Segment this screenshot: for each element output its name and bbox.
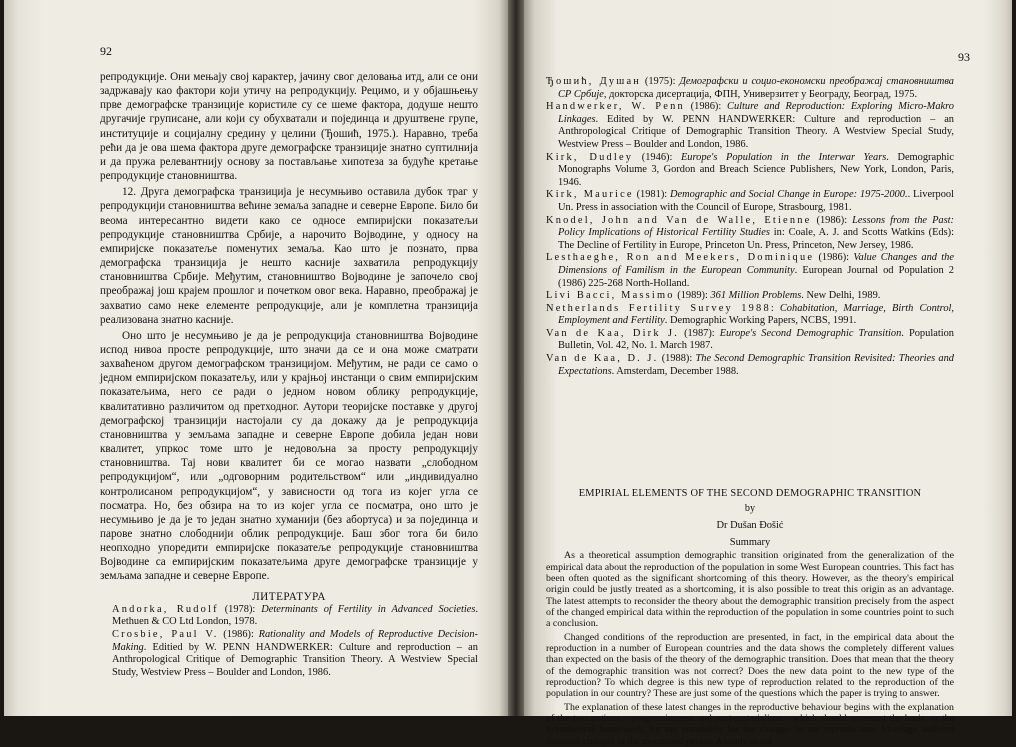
- reference-entry: [546, 328, 954, 353]
- reference-text-after: . Liverpool Un. Press in association with the Council of Europe, Strasbourg, 1981.: [558, 189, 954, 213]
- reference-text-after: . Amsterdam, December 1988.: [611, 365, 739, 377]
- reference-italic: Culture and Reproduction: Exploring Micro-Makro Linkages: [558, 101, 954, 125]
- summary-paragraph: The explanation of these latest changes in the reproductive behaviour begins with the explanation of the two notions – progressiveness and post-materialism – which should represent the basis, or the hypothetical framework, for the possibility for the changes in the reproduction. Marriage suffered dramatic changes in the mentioned period. Already about: [546, 701, 954, 747]
- reference-entry: [546, 303, 954, 328]
- reference-text-before: (1986):: [684, 101, 728, 113]
- reference-author: Kirk, Dudley: [546, 151, 634, 163]
- reference-entry: [546, 101, 954, 151]
- summary-heading: Summary: [729, 537, 771, 549]
- reference-italic: Value Changes and the Dimensions of Familism in the European Community: [558, 252, 954, 276]
- reference-text-before: (1986):: [814, 252, 854, 264]
- reference-text-before: (1987):: [679, 327, 720, 339]
- reference-text-before: (1975):: [641, 76, 680, 87]
- reference-entry: [100, 604, 478, 629]
- reference-entry: [546, 189, 954, 214]
- left-page: [4, 0, 508, 716]
- reference-text-after: , докторска дисертација, ФПН, Универзитет у Београду, Београд, 1975.: [603, 88, 918, 100]
- reference-italic: Demographic and Social Change in Europe: 1975-2000.: [670, 189, 908, 201]
- reference-text-after: . New Delhi, 1989.: [801, 290, 881, 302]
- reference-italic: Lessons from the Past: Policy Implications of Historical Fertility Studies: [558, 214, 955, 239]
- summary-paragraph: Changed conditions of the reproduction are presented, in fact, in the empirical data about the reproduction in a number of European countries and the data shows the completely different values than expected on the basis of the theory of the demographic transition. Does that mean that the theory of the demographic transition was not correct? Does the new data point to the new type of the reproduction? To which degree is this new type of reproduction related to the reproduction of the population in our country? These are just some of the questions which the paper is trying to answer.: [546, 631, 954, 700]
- left-page-text: [100, 70, 478, 679]
- reference-text-before: (1946):: [633, 151, 681, 163]
- book-spread: [4, 0, 1012, 747]
- reference-entry: [546, 152, 954, 190]
- reference-text-after: . Methuen & CO Ltd London, 1978.: [112, 603, 478, 628]
- summary-by: by: [744, 503, 756, 515]
- reference-text-after: . Edited by W. PENN HANDWERKER: Culture and reproduction – an Anthropological Critique of Demographic Transition Theory. A Westview Special Study, Westview Press – Boulder and London, 1986.: [558, 113, 954, 150]
- reference-text-before: (1986):: [811, 214, 853, 226]
- reference-author: Livi Bacci, Massimo: [546, 290, 675, 302]
- reference-italic: Rationality and Models of Reproductive Decision-Making: [112, 628, 478, 653]
- reference-text-after: . Population Bulletin, Vol. 42, No. 1. March 1987.: [558, 327, 954, 352]
- reference-italic: Europe's Second Demographic Transition: [719, 327, 902, 339]
- reference-italic: Cohabitation, Marriage, Birth Control, Employment and Fertility: [558, 302, 954, 327]
- reference-italic: Демографски и социо-економски преображај становништва СР Србије: [558, 76, 954, 100]
- reference-text-after: . European Journal od Population 2 (1986) 225-268 North-Holland.: [558, 264, 954, 289]
- reference-entry: [546, 290, 954, 303]
- reference-text-before: (1981):: [633, 189, 671, 201]
- summary-author: Dr Dušan Đošić: [716, 520, 784, 532]
- reference-entry: [100, 629, 478, 679]
- blank-space: [546, 378, 954, 488]
- reference-author: Van de Kaa, Dirk J.: [546, 327, 680, 339]
- reference-text-before: (1988):: [658, 353, 696, 365]
- paragraph: Оно што је несумњиво је да је репродукција становништва Војводине испод нивоа просте репродукције, што значи да се и она може сматрати захваћеном другом демографском транзицијом. Међутим, не ради се само о једном емпиријском показатељу, или у крајњој инстанци о свим емпиријским показатељима, него се ради о једном новом облику репродукције, квалитативно различитом од претходног. Аутори теоријске поставке у другој демографској транзицији настојали су да докажу да је репродукција становништва у земљама западне и северне Европе добила један нови квалитет, упркос томе што је недовољна за просту репродукцију становништва. Тај нови квалитет би се могао назвати „слободном репродукцијом“, или „одговорним родительством“ или „индивидуално контролисаном репродукцијом“, у зависности од тога из којег угла се посматра. Но, без обзира на то из којег угла се посматра, оно што је несумњиво је да је то један знатно хуманији (без абортуса) и за појединца и парове знатно слободнији облик репродукције. Баш због тога би било неопходно упоредити емпиријске показатеље репродукције становништва Војводине са емпиријским показатељима друге демографске транзиције у земљама западне и северне Европе.: [100, 329, 478, 583]
- reference-italic: 361 Million Problems: [710, 290, 802, 302]
- reference-author: Netherlands Fertility Survey 1988: [546, 302, 771, 314]
- reference-author: Lesthaeghe, Ron and Meekers, Dominique: [546, 252, 815, 264]
- summary-paragraph: As a theoretical assumption demographic transition originated from the generalization of the empirical data about the reproduction of the population in some West European countries. This fact has been often quoted as the significant shortcoming of this theory. However, as the theory's empirical origin could be justly treated as a shortcoming, it is also possible to treat this origin as an advantage. The latest attempts to reconsider the theory about the demographic transition precisely from the aspect of the changed empirical data within the reproduction of the population in some countries point to such a conclusion.: [546, 550, 954, 630]
- reference-entry: [546, 353, 954, 378]
- reference-text-after: . Demographic Monographs Volume 3, Gordon and Breach Science Publishers, New York, London, Paris, 1946.: [558, 151, 954, 188]
- reference-text-before: :: [770, 302, 780, 314]
- paragraph: репродукције. Они мењају свој карактер, јачину свог деловања итд, али се они задржавају као фактори који утичу на репродукцију. Рецимо, и у објашњењу прве демографске транзиције користиле су се шеме фактора, додуше нешто другачије груписане, али који су обухватали и појединца и друштвене групе, институције и социјалну средину у целини (Ђошић, 1975.). Наравно, треба рећи да је ова шема фактора друге демографске транзиције знатно суптилнија и да пружа релевантнију основу за постављање хипотеза за будуће кретање репродукције становништва.: [100, 71, 478, 183]
- reference-italic: Europe's Population in the Interwar Years: [680, 151, 887, 163]
- page-number: 93: [958, 50, 970, 64]
- reference-author: Van de Kaa, D. J.: [546, 353, 659, 365]
- paragraph: 12. Друга демографска транзиција је несумњиво оставила дубок траг у репродукцији становништва већине земаља западне и северне Европе. Било би веома интересантно видети како се односе емпиријски показатељи репродукције становништва Србије, а нарочито Војводине, у односу на емпиријске показатеље поменутих земаља. Као што је познато, прва демографска транзиција је нешто касније захватила репродукцију становништва Србије. Међутим, становништво Војводине је започело свој преображај још крајем прошлог и почетком овог века. Наравно, преображај је захватио само неке елементе репродукције, али је комплетна транзиција реализована знатно касније.: [100, 186, 478, 326]
- references-heading: ЛИТЕРАТУРА: [252, 590, 326, 603]
- summary-title: EMPIRIAL ELEMENTS OF THE SECOND DEMOGRAPHIC TRANSITION: [578, 488, 922, 500]
- reference-text-after: in: Coale, A. J. and Scotts Watkins (Eds): The Decline of Fertility in Europe, Princeton Un. Press, Princeton, New Jersey, 1986.: [558, 227, 954, 251]
- reference-text-after: . Editied by W. PENN HANDWERKER: Culture and reproduction – an Anthropological Critique of Demographic Transition Theory. A Westview Special Study, Westview Press – Boulder and London, 1986.: [112, 641, 478, 678]
- reference-author: Knodel, John and Van de Walle, Etienne: [546, 214, 812, 226]
- reference-author: Kirk, Maurice: [546, 189, 634, 201]
- reference-entry: [546, 76, 954, 101]
- right-page-text: [546, 76, 954, 747]
- right-page: [524, 0, 1012, 747]
- reference-entry: [546, 252, 954, 290]
- reference-text-before: (1989):: [674, 290, 711, 302]
- reference-author: Andorka, Rudolf: [112, 603, 219, 615]
- reference-author: Ђошић, Душан: [546, 76, 642, 87]
- reference-entry: [546, 215, 954, 253]
- reference-author: Handwerker, W. Penn: [546, 101, 685, 113]
- reference-italic: The Second Demographic Transition Revisited: Theories and Expectations: [558, 353, 954, 377]
- reference-italic: Determinants of Fertility in Advanced Societies: [261, 603, 476, 615]
- reference-text-before: (1978):: [218, 603, 262, 615]
- reference-text-before: (1986):: [218, 628, 259, 640]
- reference-author: Crosbie, Paul V.: [112, 628, 219, 640]
- reference-list: [100, 604, 478, 680]
- reference-list: [546, 76, 954, 378]
- page-number: 92: [100, 44, 112, 58]
- reference-text-after: . Demographic Working Papers, NCBS, 1991.: [664, 315, 857, 327]
- book-gutter: [508, 0, 524, 716]
